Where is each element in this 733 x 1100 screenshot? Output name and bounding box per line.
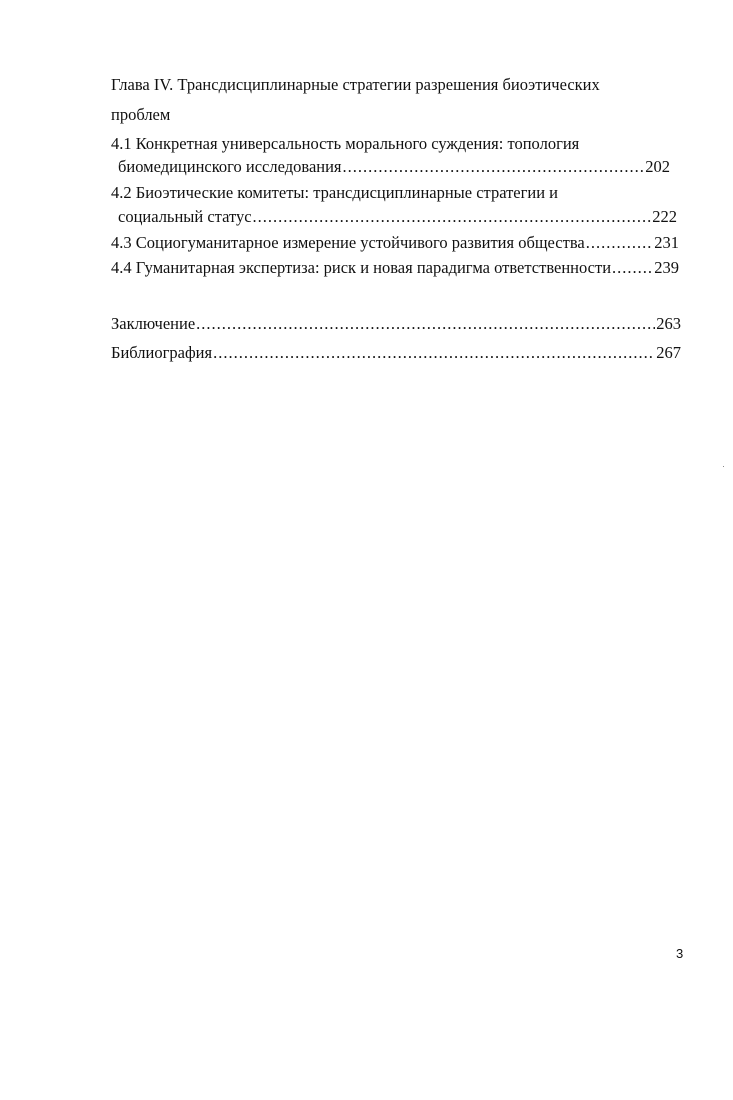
dot-leader xyxy=(586,233,654,253)
toc-entry-conclusion-label: Заключение xyxy=(111,314,196,333)
toc-page-number: 263 xyxy=(656,314,681,333)
toc-page-number: 239 xyxy=(654,258,679,277)
scan-speck xyxy=(723,466,724,467)
toc-entry-bibliography[interactable] xyxy=(111,343,681,363)
toc-entry-4-1-line-1: 4.1 Конкретная универсальность морального суждения: топология xyxy=(111,134,580,153)
toc-entry-conclusion[interactable] xyxy=(111,314,681,334)
toc-entry-4-3-title: 4.3 Социогуманитарное измерение устойчивого развития общества xyxy=(111,233,585,252)
toc-page-number: 202 xyxy=(645,157,670,176)
dot-leader xyxy=(253,207,652,227)
toc-page-number: 267 xyxy=(656,343,681,362)
toc-entry-bibliography-label: Библиография xyxy=(111,343,213,362)
chapter-title-line-2: проблем xyxy=(111,105,171,124)
dot-leader xyxy=(213,343,655,363)
toc-entry-4-2[interactable] xyxy=(118,207,677,227)
toc-page-number: 222 xyxy=(652,207,677,226)
toc-entry-4-2-line-2: социальный статус xyxy=(118,207,252,226)
toc-entry-4-1-line-2: биомедицинского исследования xyxy=(118,157,342,176)
dot-leader xyxy=(612,258,653,278)
dot-leader xyxy=(343,157,645,177)
toc-entry-4-1[interactable] xyxy=(118,157,670,177)
chapter-title-line-1: Глава IV. Трансдисциплинарные стратегии разрешения биоэтических xyxy=(111,75,600,94)
page-number: 3 xyxy=(676,946,684,961)
toc-entry-4-4-title: 4.4 Гуманитарная экспертиза: риск и новая парадигма ответственности xyxy=(111,258,612,277)
toc-entry-4-4[interactable] xyxy=(111,258,679,278)
toc-entry-4-3[interactable] xyxy=(111,233,679,253)
toc-page-number: 231 xyxy=(654,233,679,252)
dot-leader xyxy=(196,314,655,334)
toc-entry-4-2-line-1: 4.2 Биоэтические комитеты: трансдисциплинарные стратегии и xyxy=(111,183,559,202)
